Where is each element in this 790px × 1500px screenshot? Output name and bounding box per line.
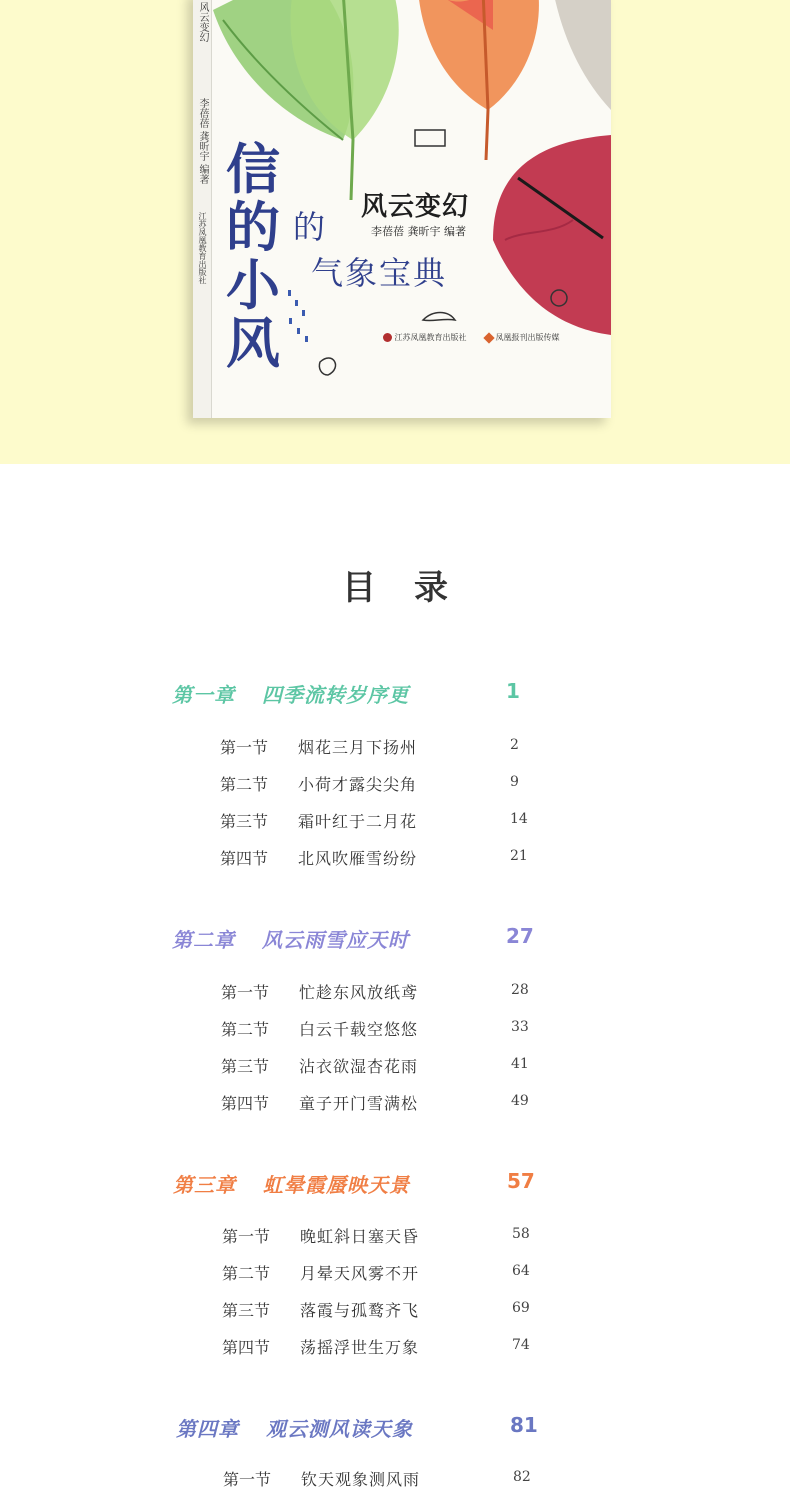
section-page: 28 xyxy=(511,982,529,998)
section-row[interactable] xyxy=(222,1261,542,1285)
section-row[interactable] xyxy=(220,735,540,759)
section-page: 41 xyxy=(511,1056,529,1072)
spine-authors: 李蓓蓓 龚昕宇 编著 xyxy=(197,98,208,185)
publisher-logo-2 xyxy=(485,332,560,343)
section-label: 第四节 xyxy=(221,1094,270,1113)
section-label: 第一节 xyxy=(220,738,269,757)
section-title: 落霞与孤鹜齐飞 xyxy=(300,1301,420,1320)
chapter-label: 第二章 xyxy=(172,928,235,952)
section-row[interactable] xyxy=(222,1298,542,1322)
section-title: 白云千载空悠悠 xyxy=(299,1020,419,1039)
section-title: 晚虹斜日塞天昏 xyxy=(300,1227,420,1246)
section-row[interactable] xyxy=(220,772,540,796)
chapter-page: 27 xyxy=(506,924,534,948)
section-page: 2 xyxy=(510,737,519,753)
section-label: 第三节 xyxy=(222,1301,271,1320)
chapter-title: 四季流转岁序更 xyxy=(262,683,409,707)
book-title: 风云变幻 xyxy=(361,192,470,222)
section-label: 第二节 xyxy=(220,775,269,794)
publisher-name-1: 江苏凤凰教育出版社 xyxy=(394,333,467,342)
spine-publisher: 江苏凤凰教育出版社 xyxy=(198,212,207,284)
section-row[interactable] xyxy=(223,1467,543,1491)
chapter-page: 81 xyxy=(510,1413,538,1437)
spine-title: 风云变幻 xyxy=(197,2,208,42)
chapter-1[interactable] xyxy=(172,679,532,709)
section-title: 忙趁东风放纸鸢 xyxy=(299,983,419,1002)
section-title: 小荷才露尖尖角 xyxy=(298,775,418,794)
section-page: 21 xyxy=(510,848,528,864)
section-row[interactable] xyxy=(221,980,541,1004)
chapter-page: 1 xyxy=(506,679,520,703)
section-row[interactable] xyxy=(221,1017,541,1041)
section-title: 沾衣欲湿杏花雨 xyxy=(299,1057,419,1076)
book-authors: 李蓓蓓 龚昕宇 编著 xyxy=(371,225,466,238)
section-label: 第二节 xyxy=(222,1264,271,1283)
section-title: 钦天观象测风雨 xyxy=(301,1470,421,1489)
section-title: 荡摇浮世生万象 xyxy=(300,1338,420,1357)
section-row[interactable] xyxy=(222,1335,542,1359)
series-title-de: 的 xyxy=(293,208,326,246)
section-title: 霜叶红于二月花 xyxy=(298,812,418,831)
section-page: 58 xyxy=(512,1226,530,1242)
publisher-diamond-icon xyxy=(483,332,494,343)
section-page: 49 xyxy=(511,1093,529,1109)
chapter-title: 虹晕霞蜃映天景 xyxy=(263,1173,410,1197)
section-title: 北风吹雁雪纷纷 xyxy=(298,849,418,868)
section-row[interactable] xyxy=(222,1224,542,1248)
toc-title: 目录 xyxy=(342,568,486,608)
section-page: 69 xyxy=(512,1300,530,1316)
chapter-4[interactable] xyxy=(176,1413,536,1443)
section-page: 9 xyxy=(510,774,519,790)
section-row[interactable] xyxy=(221,1054,541,1078)
section-title: 月晕天风雾不开 xyxy=(300,1264,420,1283)
chapter-title: 观云测风读天象 xyxy=(266,1417,413,1441)
section-label: 第一节 xyxy=(223,1470,272,1489)
section-row[interactable] xyxy=(220,846,540,870)
section-page: 64 xyxy=(512,1263,530,1279)
section-label: 第四节 xyxy=(220,849,269,868)
chapter-label: 第一章 xyxy=(172,683,235,707)
section-label: 第三节 xyxy=(221,1057,270,1076)
cover-banner xyxy=(0,0,790,464)
chapter-page: 57 xyxy=(507,1169,535,1193)
section-title: 烟花三月下扬州 xyxy=(298,738,418,757)
section-label: 第四节 xyxy=(222,1338,271,1357)
series-subtitle: 气象宝典 xyxy=(311,254,448,292)
chapter-3[interactable] xyxy=(173,1169,533,1199)
chapter-title: 风云雨雪应天时 xyxy=(262,928,409,952)
chapter-2[interactable] xyxy=(172,924,532,954)
section-title: 童子开门雪满松 xyxy=(299,1094,419,1113)
chapter-label: 第四章 xyxy=(176,1417,239,1441)
section-page: 82 xyxy=(513,1469,531,1485)
section-page: 33 xyxy=(511,1019,529,1035)
book-cover xyxy=(193,0,611,418)
section-label: 第一节 xyxy=(222,1227,271,1246)
section-row[interactable] xyxy=(221,1091,541,1115)
series-title: 信的小风 xyxy=(226,137,280,375)
chapter-label: 第三章 xyxy=(173,1173,236,1197)
section-page: 14 xyxy=(510,811,528,827)
section-label: 第二节 xyxy=(221,1020,270,1039)
publisher-logo-1 xyxy=(383,332,467,343)
publisher-icon xyxy=(383,333,392,342)
section-page: 74 xyxy=(512,1337,530,1353)
section-row[interactable] xyxy=(220,809,540,833)
section-label: 第一节 xyxy=(221,983,270,1002)
publisher-name-2: 凤凰报刊出版传媒 xyxy=(495,333,560,342)
section-label: 第三节 xyxy=(220,812,269,831)
